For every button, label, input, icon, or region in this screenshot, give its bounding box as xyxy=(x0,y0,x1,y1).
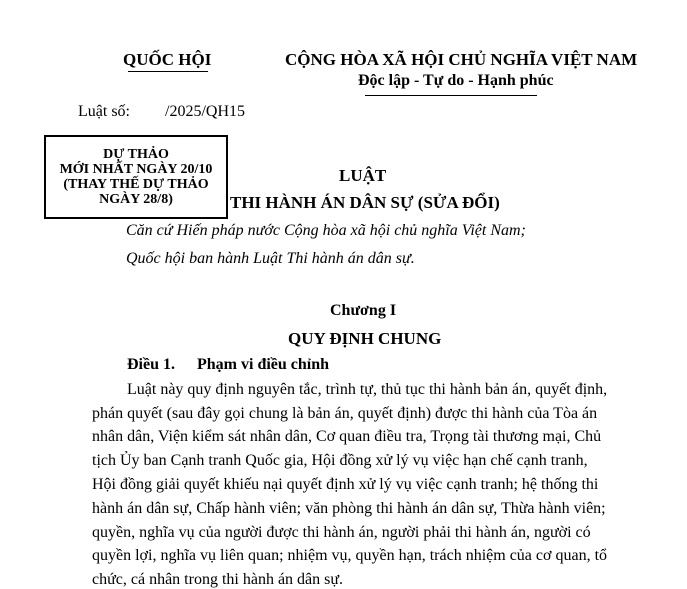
law-number-label: Luật số: xyxy=(78,103,130,120)
draft-note-box xyxy=(44,135,228,219)
draft-note-line: NGÀY 28/8) xyxy=(99,192,173,207)
article-text-line: chức, cá nhân trong thi hành án dân sự. xyxy=(92,571,344,588)
article-heading xyxy=(127,356,329,374)
law-number-value: /2025/QH15 xyxy=(165,103,245,120)
issuer-name: QUỐC HỘI xyxy=(123,50,212,69)
article-text-line: phán quyết (sau đây gọi chung là bản án, quyết định) được thi hành của Tòa án xyxy=(92,405,598,422)
draft-note-line: MỚI NHẤT NGÀY 20/10 xyxy=(59,162,213,177)
document-type: LUẬT xyxy=(339,166,387,185)
issuer-underline xyxy=(128,71,208,72)
article-text-line: Hội đồng giải quyết khiếu nại quyết định xử lý vụ việc cạnh tranh; hệ thống thi xyxy=(92,476,599,493)
motto-underline xyxy=(365,95,537,96)
enactment-statement: Quốc hội ban hành Luật Thi hành án dân sự. xyxy=(126,250,415,267)
national-motto: Độc lập - Tự do - Hạnh phúc xyxy=(358,72,554,89)
chapter-title: QUY ĐỊNH CHUNG xyxy=(288,329,442,348)
article-text-line: Luật này quy định nguyên tắc, trình tự, thủ tục thi hành bản án, quyết định, xyxy=(127,381,608,398)
article-text-line: nhân dân, Viện kiểm sát nhân dân, Cơ quan điều tra, Trọng tài thương mại, Chủ xyxy=(92,428,602,445)
article-number: Điều 1. xyxy=(127,356,175,373)
draft-note-line: (THAY THẾ DỰ THẢO xyxy=(63,177,209,192)
legal-basis: Căn cứ Hiến pháp nước Cộng hòa xã hội chủ nghĩa Việt Nam; xyxy=(126,222,526,239)
draft-note-line: DỰ THẢO xyxy=(103,147,169,162)
article-text-line: quyền, nghĩa vụ của người được thi hành án, người phải thi hành án, người có xyxy=(92,524,591,541)
document-title: THI HÀNH ÁN DÂN SỰ (SỬA ĐỔI) xyxy=(230,193,500,212)
article-name: Phạm vi điều chỉnh xyxy=(197,356,330,373)
article-text-line: hành án dân sự, Chấp hành viên; văn phòng thi hành án dân sự, Thừa hành viên; xyxy=(92,500,606,517)
article-text-line: tịch Ủy ban Cạnh tranh Quốc gia, Hội đồng xử lý vụ việc hạn chế cạnh tranh, xyxy=(92,452,588,469)
chapter-number: Chương I xyxy=(330,302,397,319)
national-title: CỘNG HÒA XÃ HỘI CHỦ NGHĨA VIỆT NAM xyxy=(285,50,638,69)
article-text-line: quyền lợi, nghĩa vụ liên quan; nhiệm vụ, quyền hạn, trách nhiệm của cơ quan, tổ xyxy=(92,547,608,564)
